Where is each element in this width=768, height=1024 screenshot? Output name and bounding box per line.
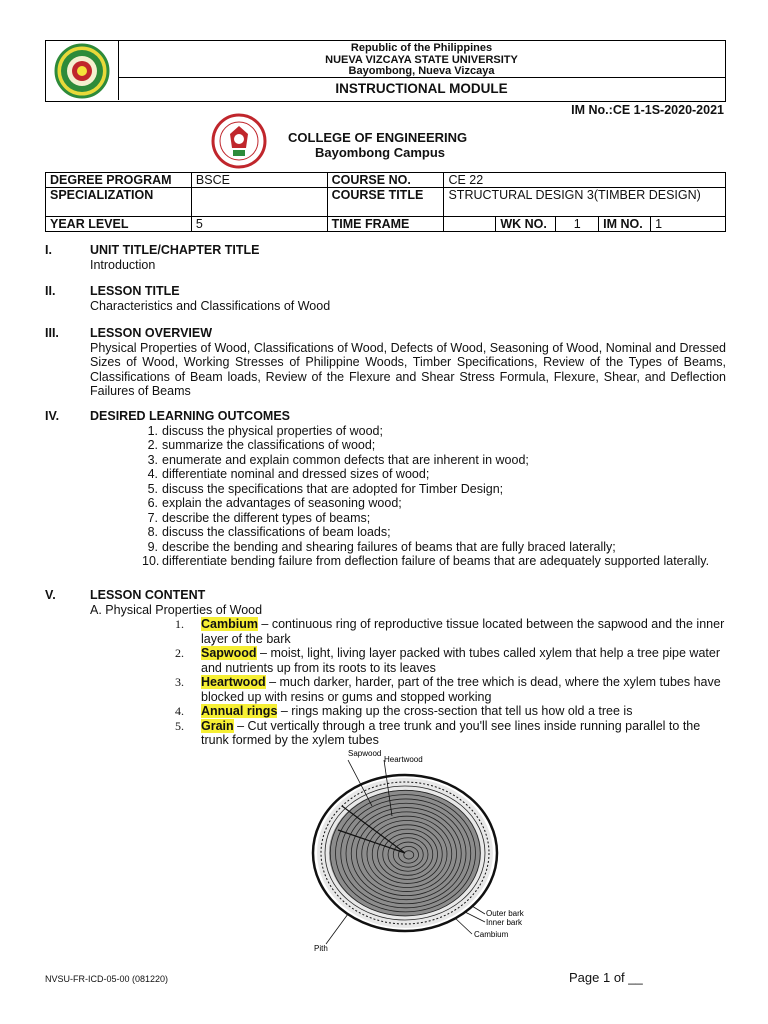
university-name: NUEVA VIZCAYA STATE UNIVERSITY bbox=[325, 53, 518, 66]
outcome-item bbox=[142, 525, 726, 540]
course-no-label: COURSE NO. bbox=[327, 173, 444, 188]
section-heading: LESSON CONTENT bbox=[90, 588, 206, 602]
heartwood-label: Heartwood bbox=[384, 755, 423, 764]
outcome-text: describe the bending and shearing failures of beams that are fully braced laterally; bbox=[162, 539, 616, 554]
content-text: – moist, light, living layer packed with tubes called xylem that help a tree pipe water and nutrients up from its roots to its leaves bbox=[201, 646, 720, 675]
section-heading: UNIT TITLE/CHAPTER TITLE bbox=[90, 243, 260, 257]
specialization-label: SPECIALIZATION bbox=[46, 188, 192, 217]
content-term: Annual rings bbox=[201, 704, 278, 718]
outcome-number: 2. bbox=[147, 438, 158, 452]
course-title-label: COURSE TITLE bbox=[327, 188, 444, 217]
specialization-value bbox=[191, 188, 327, 217]
content-text: – rings making up the cross-section that tell us how old a tree is bbox=[277, 704, 633, 718]
outer-bark-label: Outer bark bbox=[486, 909, 524, 918]
content-term: Heartwood bbox=[201, 675, 266, 689]
wk-no-label: WK NO. bbox=[496, 217, 556, 232]
section-text: Physical Properties of Wood, Classifications of Wood, Defects of Wood, Seasoning of Wood, Nominal and Dressed Sizes of Wood, Working Stresses of Philippine Woods, Timber Specifications, Review of the Types of Beams, Classifications of Beam loads, Review of the Flexure and Shear Stress Formula, Flexure, Shear, and Deflection Failures of Beams bbox=[90, 340, 726, 398]
section-text: Characteristics and Classifications of Wood bbox=[90, 298, 331, 313]
course-info-table bbox=[45, 172, 726, 232]
outcome-number: 7. bbox=[147, 510, 158, 525]
outcome-text: enumerate and explain common defects that are inherent in wood; bbox=[162, 452, 529, 467]
outcome-text: differentiate bending failure from deflection failure of beams that are adequately supported laterally. bbox=[162, 554, 710, 568]
section-unit-title bbox=[45, 243, 726, 272]
tree-cross-section-figure bbox=[300, 746, 530, 956]
outcome-text: discuss the classifications of beam loads; bbox=[162, 525, 391, 539]
inner-bark-label: Inner bark bbox=[486, 918, 523, 927]
section-heading: DESIRED LEARNING OUTCOMES bbox=[90, 409, 291, 423]
form-code: NVSU-FR-ICD-05-00 (081220) bbox=[45, 974, 169, 984]
content-item bbox=[175, 646, 726, 675]
inner-bark-leader bbox=[465, 912, 485, 922]
content-term: Sapwood bbox=[201, 646, 257, 660]
pith-leader bbox=[326, 914, 348, 944]
pith-label: Pith bbox=[314, 944, 328, 953]
section-heading: LESSON TITLE bbox=[90, 284, 180, 298]
outcome-text: differentiate nominal and dressed sizes of wood; bbox=[162, 467, 430, 481]
year-level-label: YEAR LEVEL bbox=[46, 217, 192, 232]
section-lesson-content bbox=[45, 588, 726, 748]
college-name: COLLEGE OF ENGINEERING bbox=[288, 130, 468, 145]
content-item bbox=[175, 719, 726, 748]
outcome-number: 10. bbox=[142, 554, 160, 568]
page-number: Page 1 of __ bbox=[569, 970, 643, 985]
section-learning-outcomes bbox=[45, 409, 726, 569]
section-number: III. bbox=[45, 326, 59, 340]
content-number: 3. bbox=[175, 675, 184, 689]
section-lesson-overview bbox=[45, 326, 726, 399]
section-number: I. bbox=[45, 243, 52, 257]
college-block bbox=[288, 130, 467, 160]
outcome-item bbox=[142, 511, 726, 526]
content-number: 1. bbox=[175, 617, 184, 631]
university-location: Bayombong, Nueva Vizcaya bbox=[348, 65, 495, 77]
content-list bbox=[175, 617, 726, 748]
college-campus: Bayombong Campus bbox=[315, 145, 446, 160]
section-number: IV. bbox=[45, 409, 60, 423]
content-item bbox=[175, 704, 726, 719]
outcome-item bbox=[142, 467, 726, 482]
section-lesson-title bbox=[45, 284, 726, 313]
section-text: Introduction bbox=[90, 257, 156, 272]
table-row bbox=[46, 188, 726, 217]
outcome-item bbox=[142, 438, 726, 453]
time-frame-label: TIME FRAME bbox=[327, 217, 444, 232]
module-title: INSTRUCTIONAL MODULE bbox=[335, 81, 508, 96]
outcome-item bbox=[142, 496, 726, 511]
wk-no-value: 1 bbox=[556, 217, 599, 232]
college-seal-icon bbox=[206, 112, 272, 170]
content-item bbox=[175, 675, 726, 704]
section-number: V. bbox=[45, 588, 56, 602]
section-heading: LESSON OVERVIEW bbox=[90, 326, 213, 340]
content-term: Grain bbox=[201, 718, 234, 733]
outcome-number: 8. bbox=[147, 525, 158, 539]
year-level-value: 5 bbox=[191, 217, 327, 232]
section-number: II. bbox=[45, 284, 56, 298]
content-text: – continuous ring of reproductive tissue located between the sapwood and the inner layer of the bark bbox=[201, 617, 725, 646]
outcome-number: 4. bbox=[147, 467, 158, 481]
content-term: Cambium bbox=[201, 617, 258, 631]
outcome-item bbox=[142, 424, 726, 439]
content-number: 5. bbox=[175, 718, 184, 733]
outcome-item bbox=[142, 554, 726, 569]
outcome-number: 5. bbox=[147, 481, 158, 496]
outcome-text: discuss the specifications that are adopted for Timber Design; bbox=[162, 481, 504, 496]
table-row bbox=[46, 173, 726, 188]
im-no-value: 1 bbox=[651, 217, 726, 232]
time-frame-value bbox=[444, 217, 496, 232]
degree-program-value: BSCE bbox=[191, 173, 327, 188]
cambium-leader bbox=[455, 918, 472, 934]
outcome-text: summarize the classifications of wood; bbox=[162, 438, 376, 452]
degree-program-label: DEGREE PROGRAM bbox=[46, 173, 192, 188]
cambium-label: Cambium bbox=[474, 930, 509, 939]
outcome-number: 6. bbox=[147, 496, 158, 510]
university-seal-icon bbox=[46, 41, 118, 100]
republic-text: Republic of the Philippines bbox=[350, 42, 493, 54]
course-no-value: CE 22 bbox=[444, 173, 726, 188]
university-logo-cell bbox=[46, 41, 119, 100]
header-box bbox=[45, 40, 726, 102]
outcome-item bbox=[142, 540, 726, 555]
outer-bark-leader bbox=[472, 906, 485, 914]
outcome-number: 1. bbox=[147, 423, 158, 438]
content-number: 4. bbox=[175, 704, 184, 718]
outcome-text: discuss the physical properties of wood; bbox=[162, 423, 383, 438]
content-text: – Cut vertically through a tree trunk and you'll see lines inside running parallel to the trunk formed by the xylem tubes bbox=[201, 718, 701, 747]
content-text: – much darker, harder, part of the tree which is dead, where the xylem tubes have blocked up with resins or gums and stopped working bbox=[201, 675, 721, 704]
im-number: IM No.:CE 1-1S-2020-2021 bbox=[571, 103, 724, 117]
table-row bbox=[46, 217, 726, 232]
content-item bbox=[175, 617, 726, 646]
outcome-text: describe the different types of beams; bbox=[162, 510, 371, 525]
subsection-heading: A. Physical Properties of Wood bbox=[90, 602, 263, 617]
institution-block bbox=[118, 41, 725, 78]
outcome-item bbox=[142, 482, 726, 497]
outcome-item bbox=[142, 453, 726, 468]
course-title-value: STRUCTURAL DESIGN 3(TIMBER DESIGN) bbox=[444, 188, 726, 217]
outcome-text: explain the advantages of seasoning wood; bbox=[162, 496, 402, 510]
sapwood-label: Sapwood bbox=[348, 749, 382, 758]
outcome-number: 3. bbox=[147, 452, 158, 467]
outcome-number: 9. bbox=[147, 539, 158, 554]
im-no-label: IM NO. bbox=[599, 217, 651, 232]
outcomes-list bbox=[142, 424, 726, 569]
content-number: 2. bbox=[175, 646, 184, 660]
